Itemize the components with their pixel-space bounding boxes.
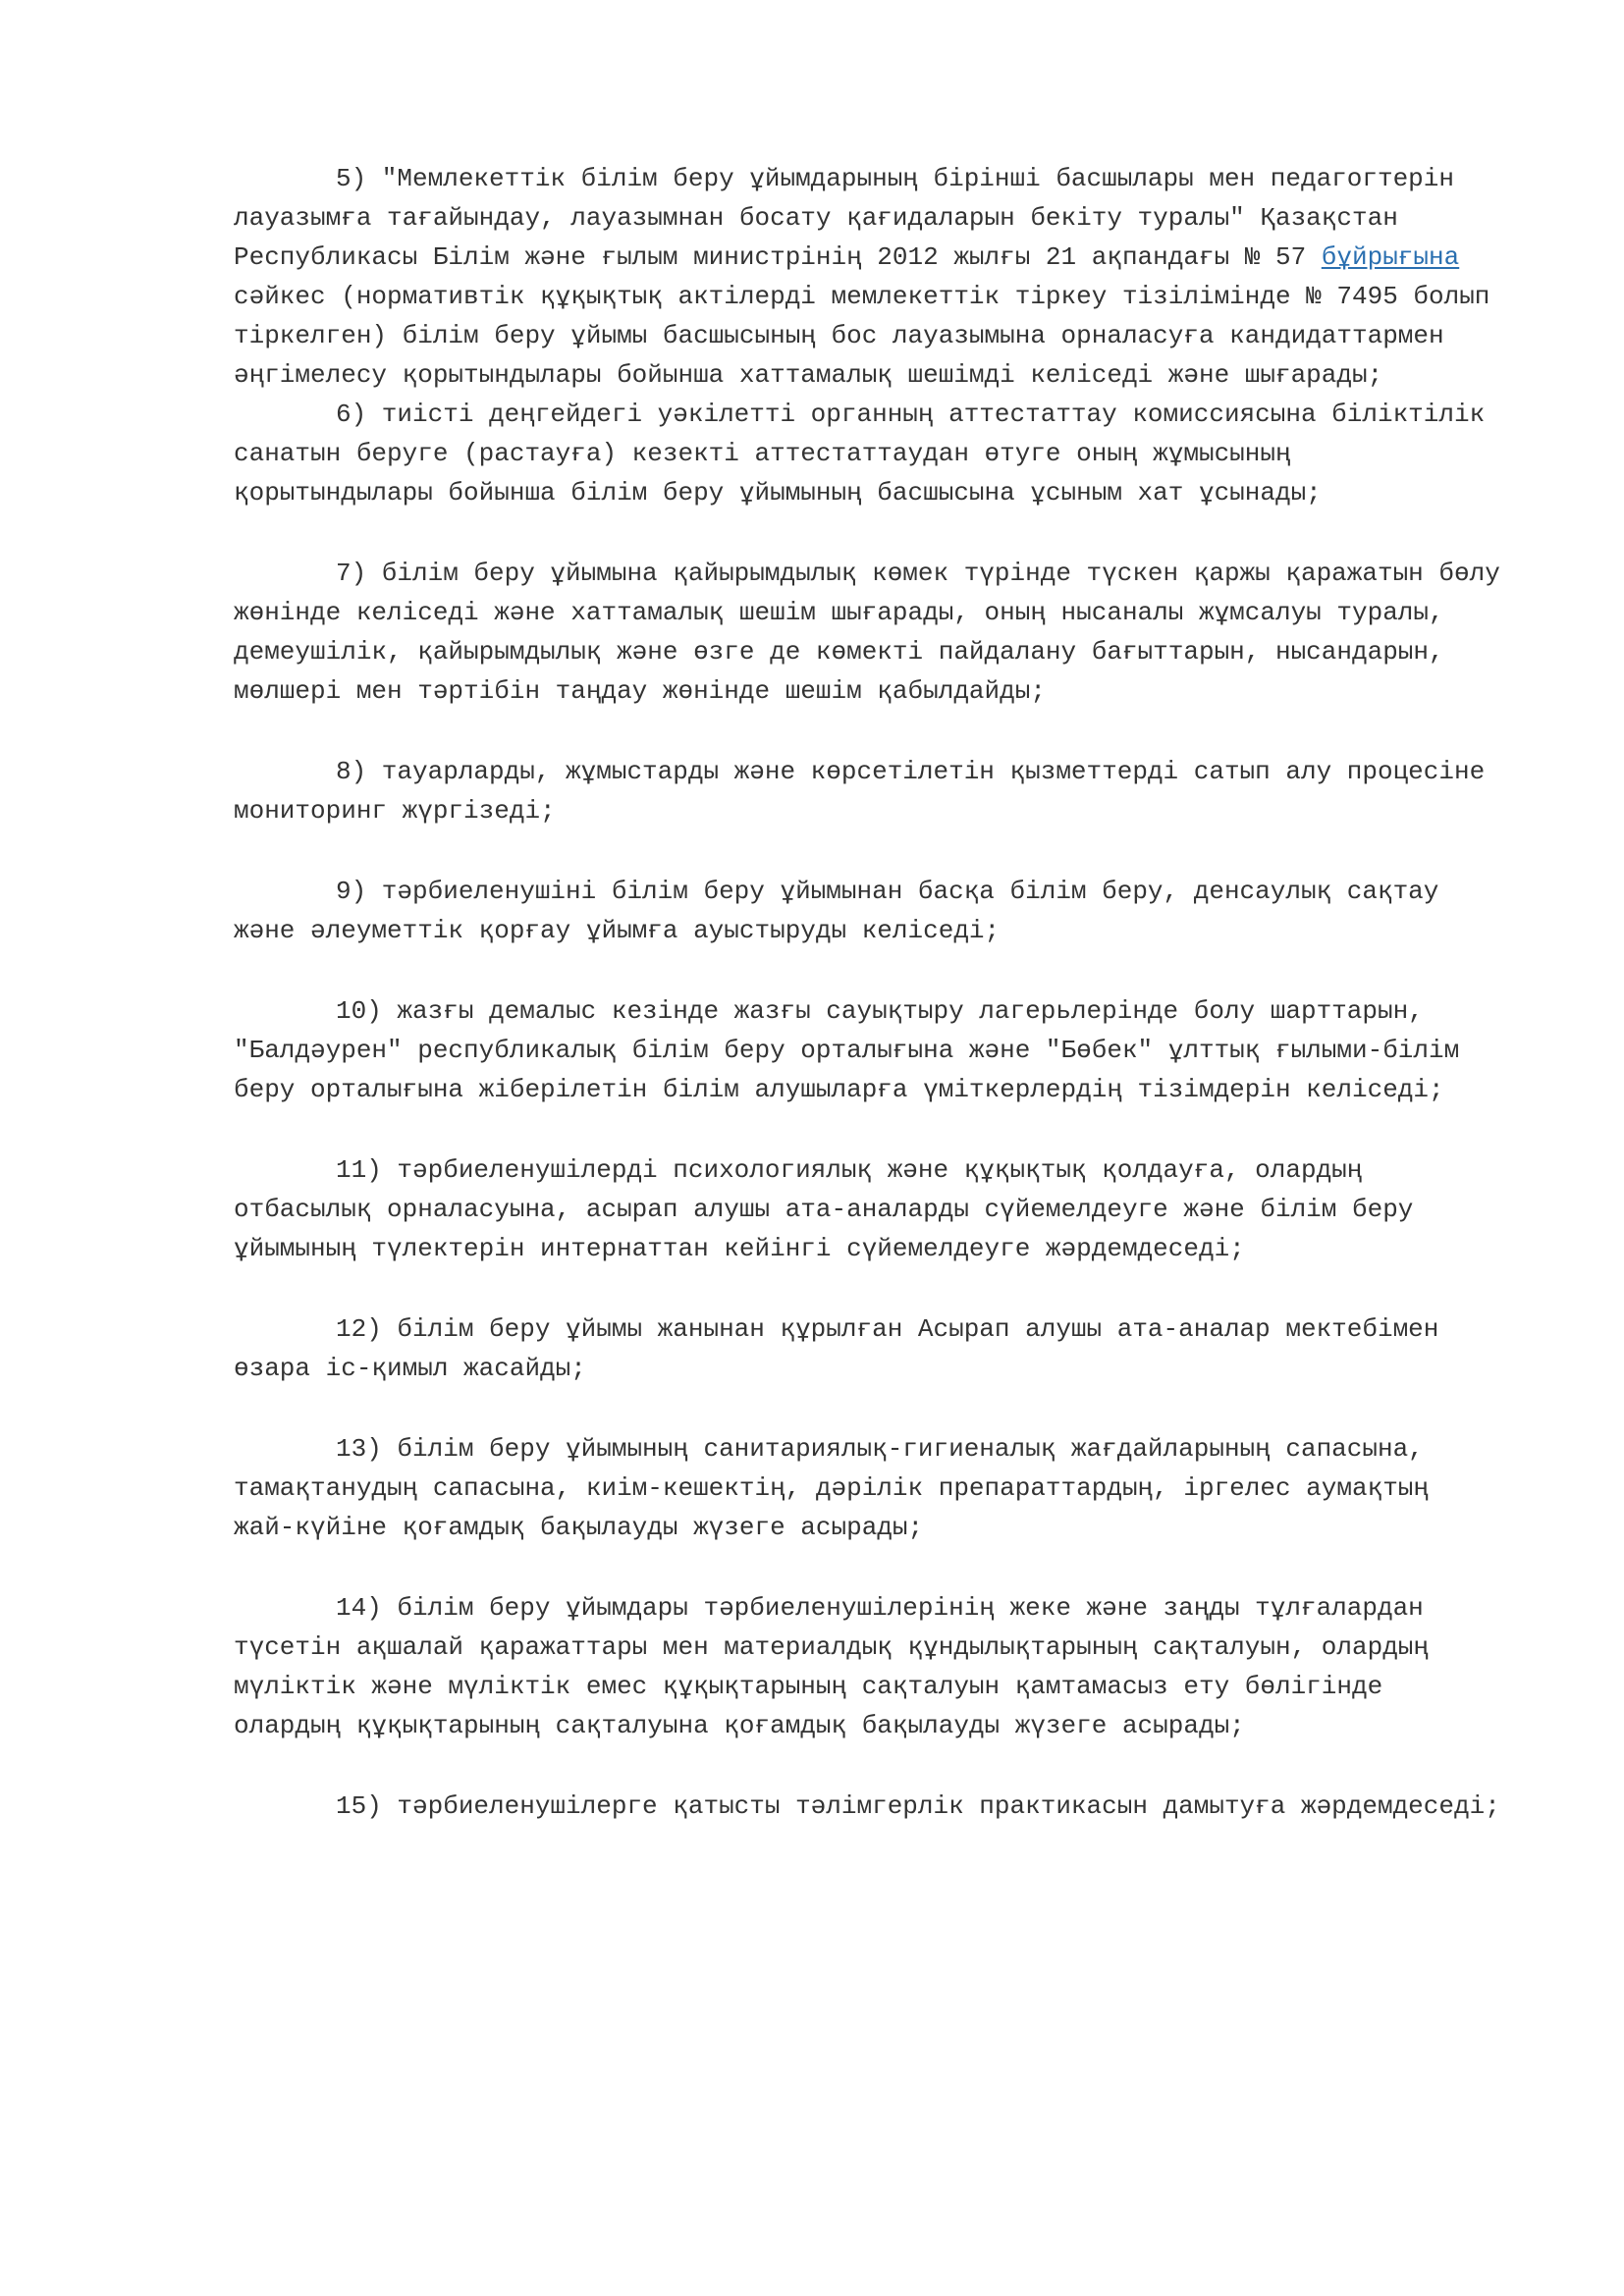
paragraph-spacer [234, 1268, 1500, 1309]
document-body [234, 159, 1500, 1826]
paragraph-spacer [234, 1745, 1500, 1787]
paragraph-9: 9) тәрбиеленушіні білім беру ұйымынан басқа білім беру, денсаулық сақтау және әлеуметтік қорғау ұйымға ауыстыруды келіседі; [234, 877, 1439, 945]
paragraph-5-text-after: сәйкес (нормативтік құқықтық актілерді мемлекеттік тіркеу тізілімінде № 7495 болып тіркелген) білім беру ұйымы басшысының бос лауазымына орналасуға кандидаттармен әңгімелесу қорытындылары бойынша хаттамалық шешімді келіседі және шығарады; [234, 282, 1490, 390]
paragraph-8: 8) тауарларды, жұмыстарды және көрсетілетін қызметтерді сатып алу процесіне мониторинг жүргізеді; [234, 757, 1486, 826]
paragraph-spacer [234, 830, 1500, 872]
paragraph-spacer [234, 512, 1500, 554]
paragraph-7: 7) білім беру ұйымына қайырымдылық көмек түрінде түскен қаржы қаражатын бөлу жөнінде келіседі және хаттамалық шешім шығарады, оның нысаналы жұмсалуы туралы, демеушілік, қайырымдылық және өзге де көмекті пайдалану бағыттарын, нысандарын, мөлшері мен тәртібін таңдау жөнінде шешім қабылдайды; [234, 559, 1500, 706]
paragraph-6: 6) тиісті деңгейдегі уәкілетті органның аттестаттау комиссиясына біліктілік санатын беруге (растауға) кезекті аттестаттаудан өтуге оның жұмысының қорытындылары бойынша білім беру ұйымының басшысына ұсыным хат ұсынады; [234, 400, 1486, 507]
paragraph-spacer [234, 1109, 1500, 1150]
paragraph-10: 10) жазғы демалыс кезінде жазғы сауықтыру лагерьлерінде болу шарттарын, "Балдәурен" республикалық білім беру орталығына және "Бөбек" ұлттық ғылыми-білім беру орталығына жіберілетін білім алушыларға үміткерлердің тізімдерін келіседі; [234, 996, 1460, 1104]
paragraph-11: 11) тәрбиеленушілерді психологиялық және құқықтық қолдауға, олардың отбасылық орналасуына, асырап алушы ата-аналарды сүйемелдеуге және білім беру ұйымының түлектерін интернаттан кейінгі сүйемелдеуге жәрдемдеседі; [234, 1155, 1414, 1263]
paragraph-13: 13) білім беру ұйымының санитариялық-гигиеналық жағдайларының сапасына, тамақтанудың сапасына, киім-кешектің, дәрілік препараттардың, іргелес аумақтың жай-күйіне қоғамдық бақылауды жүзеге асырады; [234, 1434, 1429, 1542]
paragraph-spacer [234, 1388, 1500, 1429]
paragraph-14: 14) білім беру ұйымдары тәрбиеленушілерінің жеке және заңды тұлғалардан түсетін ақшалай қаражаттары мен материалдық құндылықтарының сақталуын, олардың мүліктік және мүліктік емес құқықтарының сақталуын қамтамасыз ету бөлігінде олардың құқықтарының сақталуына қоғамдық бақылауды жүзеге асырады; [234, 1593, 1429, 1740]
paragraph-12: 12) білім беру ұйымы жанынан құрылған Асырап алушы ата-аналар мектебімен өзара іс-қимыл жасайды; [234, 1314, 1439, 1383]
decree-link[interactable]: бұйрығына [1321, 242, 1460, 272]
paragraph-spacer [234, 950, 1500, 991]
paragraph-15: 15) тәрбиеленушілерге қатысты тәлімгерлік практикасын дамытуға жәрдемдеседі; [336, 1791, 1500, 1821]
paragraph-spacer [234, 711, 1500, 752]
paragraph-5-text-before: 5) "Мемлекеттік білім беру ұйымдарының бірінші басшылары мен педагогтерін лауазымға тағайындау, лауазымнан босату қағидаларын бекіту туралы" Қазақстан Республикасы Білім және ғылым министрінің 2012 жылғы 21 ақпандағы № 57 [234, 164, 1454, 272]
paragraph-spacer [234, 1547, 1500, 1588]
paragraph-5 [234, 159, 1500, 395]
